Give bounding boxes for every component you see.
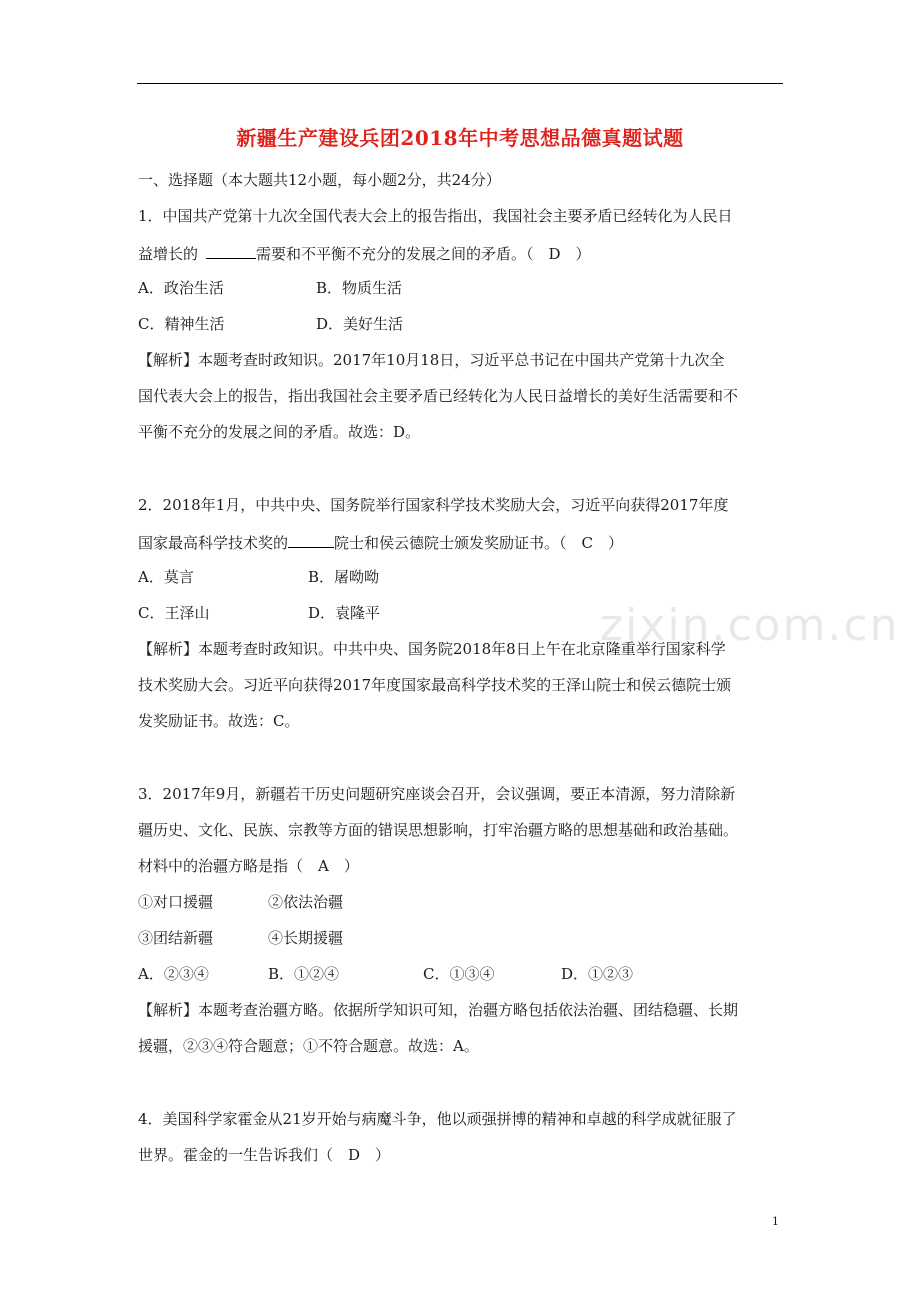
q1-line-1: 1．中国共产党第十九次全国代表大会上的报告指出，我国社会主要矛盾已经转化为人民日 [138, 207, 733, 225]
q3-statement-3: ③团结新疆 [138, 929, 214, 947]
q3-statement-2: ②依法治疆 [268, 893, 344, 911]
q3-line-3: 材料中的治疆方略是指（ A ） [138, 857, 359, 875]
q3-options-row [138, 964, 633, 984]
q3-statement-4: ④长期援疆 [268, 929, 344, 947]
q2-analysis-1: 【解析】本题考查时政知识。中共中央、国务院2018年8日上午在北京隆重举行国家科学 [138, 640, 726, 658]
q4-line-2: 世界。霍金的一生告诉我们（ D ） [138, 1146, 391, 1164]
q2-line-2 [138, 531, 623, 553]
q2-analysis-2: 技术奖励大会。习近平向获得2017年度国家最高科学技术奖的王泽山院士和侯云德院士颁 [138, 676, 732, 694]
q1-option-b: B．物质生活 [316, 279, 403, 297]
section-heading: 一、选择题（本大题共12小题，每小题2分，共24分） [138, 171, 501, 189]
q3-statements-row-2 [138, 928, 343, 948]
document-title: 新疆生产建设兵团2018年中考思想品德真题试题 [236, 126, 684, 150]
q3-statements-row-1 [138, 892, 343, 912]
q3-statement-1: ①对口援疆 [138, 893, 214, 911]
q1-options-row-1 [138, 278, 402, 298]
q3-option-b: B．①②④ [268, 965, 340, 983]
q1-option-d: D．美好生活 [316, 315, 404, 333]
q3-option-d: D．①②③ [561, 965, 634, 983]
q4-line-1: 4．美国科学家霍金从21岁开始与病魔斗争，他以顽强拼博的精神和卓越的科学成就征服了 [138, 1110, 737, 1128]
q2-options-row-1 [138, 567, 379, 587]
q1-analysis-1: 【解析】本题考查时政知识。2017年10月18日，习近平总书记在中国共产党第十九次全 [138, 351, 725, 369]
q2-options-row-2 [138, 603, 380, 623]
q1-option-c: C．精神生活 [138, 315, 225, 333]
q3-analysis-2: 援疆，②③④符合题意；①不符合题意。故选：A。 [138, 1037, 479, 1055]
watermark: zixin.com.cn [600, 600, 900, 651]
q2-option-d: D．袁隆平 [308, 604, 381, 622]
q1-options-row-2 [138, 314, 403, 334]
header-rule [137, 83, 783, 84]
q1-answer-blank [206, 242, 256, 259]
q3-analysis-1: 【解析】本题考查治疆方略。依据所学知识可知，治疆方略包括依法治疆、团结稳疆、长期 [138, 1001, 739, 1019]
q2-answer-blank [288, 531, 334, 548]
q1-stem-a: 益增长的 [138, 245, 199, 263]
q1-stem-b: 需要和不平衡不充分的发展之间的矛盾。（ D ） [256, 245, 591, 263]
q1-analysis-2: 国代表大会上的报告，指出我国社会主要矛盾已经转化为人民日益增长的美好生活需要和不 [138, 387, 739, 405]
q2-line-1: 2．2018年1月，中共中央、国务院举行国家科学技术奖励大会，习近平向获得2017年度 [138, 496, 729, 514]
q2-option-a: A．莫言 [138, 568, 194, 586]
q2-option-b: B．屠呦呦 [308, 568, 380, 586]
q3-option-a: A．②③④ [138, 965, 209, 983]
q3-line-1: 3．2017年9月，新疆若干历史问题研究座谈会召开，会议强调，要正本清源，努力清除新 [138, 785, 736, 803]
page-number: 1 [772, 1215, 779, 1228]
q3-line-2: 疆历史、文化、民族、宗教等方面的错误思想影响，打牢治疆方略的思想基础和政治基础。 [138, 821, 739, 839]
q1-line-2 [138, 242, 591, 264]
q3-option-c: C．①③④ [423, 965, 495, 983]
q2-stem-a: 国家最高科学技术奖的 [138, 534, 289, 552]
q2-stem-b: 院士和侯云德院士颁发奖励证书。（ C ） [334, 534, 623, 552]
q2-option-c: C．王泽山 [138, 604, 210, 622]
q1-option-a: A．政治生活 [138, 279, 224, 297]
q2-analysis-3: 发奖励证书。故选：C。 [138, 712, 300, 730]
q1-analysis-3: 平衡不充分的发展之间的矛盾。故选：D。 [138, 423, 421, 441]
